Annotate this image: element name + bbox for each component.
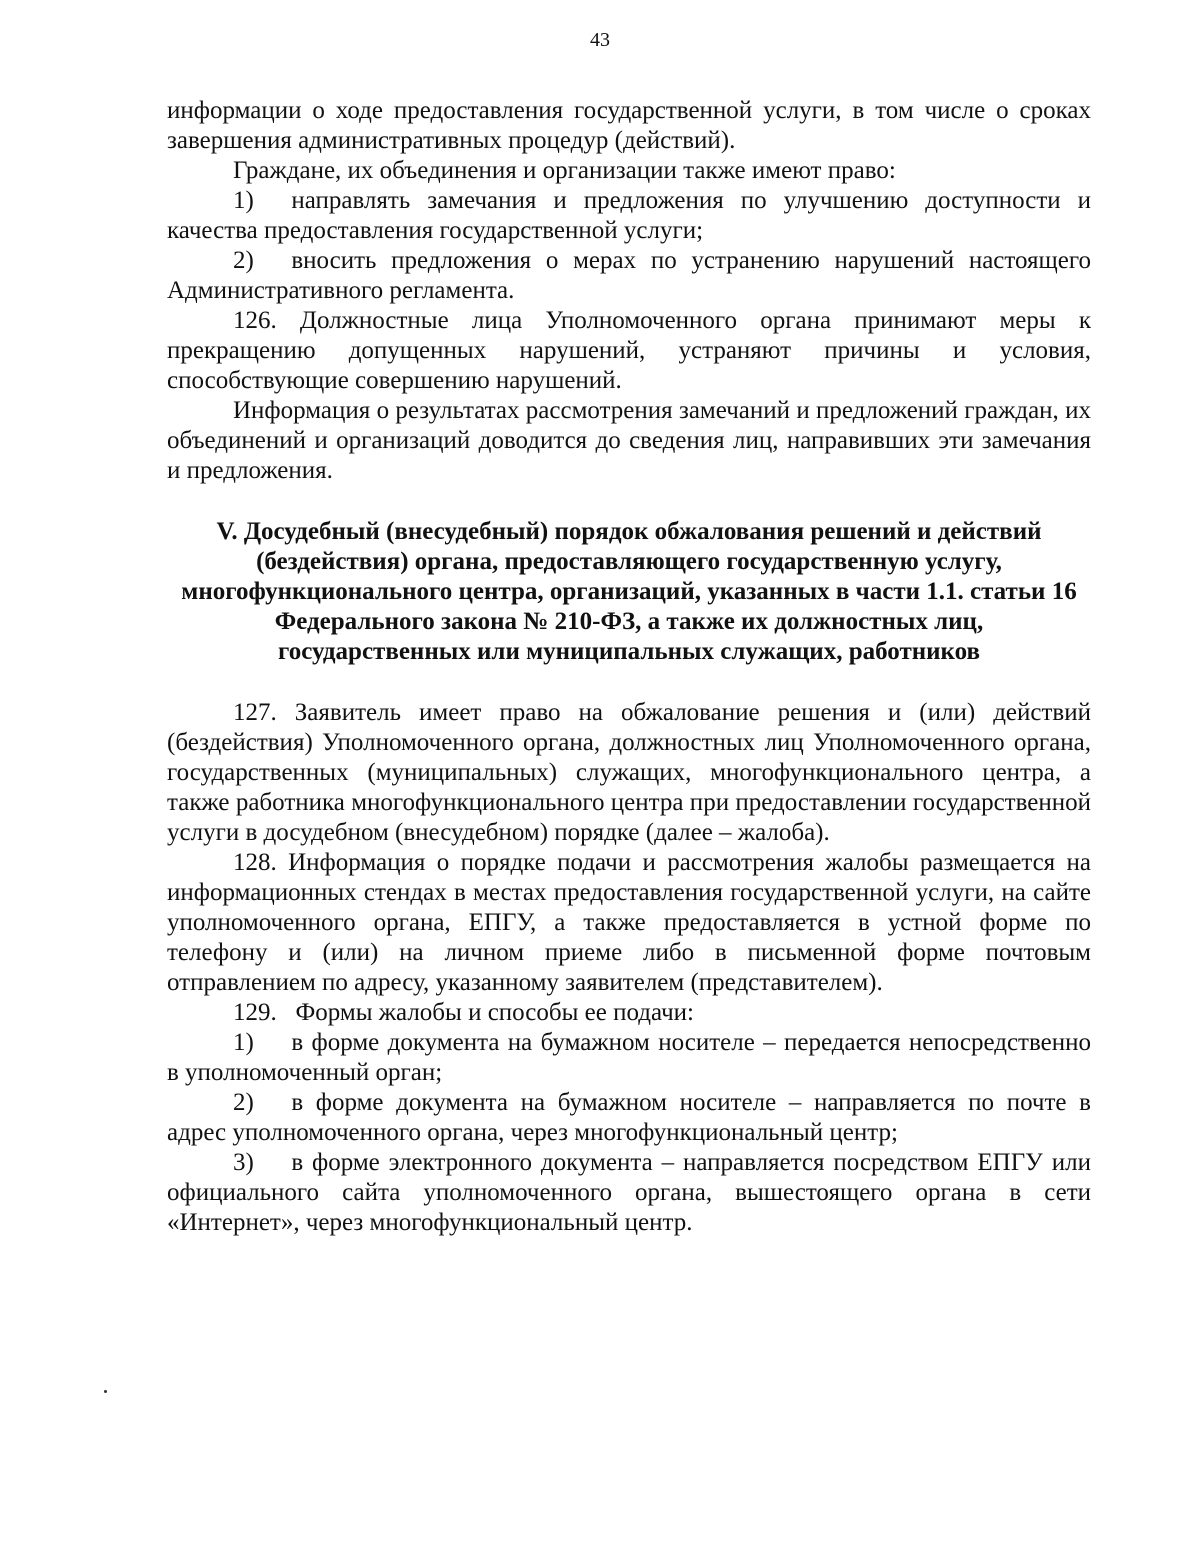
heading-line: многофункционального центра, организаций, указанных в части 1.1. статьи 16 bbox=[181, 578, 1077, 605]
list-item-complaint-3: 3) в форме электронного документа – направляется посредством ЕПГУ или официального сайта уполномоченного органа, вышестоящего органа в сети «Интернет», через многофункциональный центр. bbox=[167, 1149, 1091, 1236]
section-heading-v bbox=[167, 517, 1091, 667]
paragraph-127: 127. Заявитель имеет право на обжалование решения и (или) действий (бездействия) Уполномоченного органа, должностных лиц Уполномоченного органа, государственных (муниципальных) служащих, многофункционального центра, а также работника многофункционального центра при предоставлении государственной услуги в досудебном (внесудебном) порядке (далее – жалоба). bbox=[167, 699, 1091, 846]
paragraph-126: 126. Должностные лица Уполномоченного органа принимают меры к прекращению допущенных нарушений, устраняют причины и условия, способствующие совершению нарушений. bbox=[167, 307, 1091, 394]
paragraph-continuation: информации о ходе предоставления государственной услуги, в том числе о сроках завершения административных процедур (действий). bbox=[167, 97, 1091, 154]
paragraph-rights-intro: Граждане, их объединения и организации также имеют право: bbox=[233, 157, 896, 184]
heading-line: V. Досудебный (внесудебный) порядок обжалования решений и действий bbox=[216, 518, 1042, 545]
heading-line: Федерального закона № 210-ФЗ, а также их должностных лиц, bbox=[274, 608, 984, 635]
page-number: 43 bbox=[590, 29, 610, 51]
paragraph-129: 129. Формы жалобы и способы ее подачи: bbox=[233, 999, 694, 1026]
paragraph-128: 128. Информация о порядке подачи и рассмотрения жалобы размещается на информационных стендах в местах предоставления государственной услуги, на сайте уполномоченного органа, ЕПГУ, а также предоставляется в устной форме по телефону и (или) на личном приеме либо в письменной форме почтовым отправлением по адресу, указанному заявителем (представителем). bbox=[167, 849, 1091, 996]
list-item-complaint-2: 2) в форме документа на бумажном носителе – направляется по почте в адрес уполномоченного органа, через многофункциональный центр; bbox=[167, 1089, 1091, 1146]
list-item-rights-1: 1) направлять замечания и предложения по улучшению доступности и качества предоставления государственной услуги; bbox=[167, 187, 1091, 244]
document-body bbox=[167, 96, 1091, 1238]
scan-speck bbox=[104, 1390, 107, 1393]
list-item-complaint-1: 1) в форме документа на бумажном носителе – передается непосредственно в уполномоченный орган; bbox=[167, 1029, 1091, 1086]
paragraph-review-results: Информация о результатах рассмотрения замечаний и предложений граждан, их объединений и организаций доводится до сведения лиц, направивших эти замечания и предложения. bbox=[167, 397, 1091, 484]
heading-line: государственных или муниципальных служащих, работников bbox=[277, 638, 980, 665]
list-item-rights-2: 2) вносить предложения о мерах по устранению нарушений настоящего Административного регламента. bbox=[167, 247, 1091, 304]
heading-line: (бездействия) органа, предоставляющего государственную услугу, bbox=[256, 548, 1002, 575]
